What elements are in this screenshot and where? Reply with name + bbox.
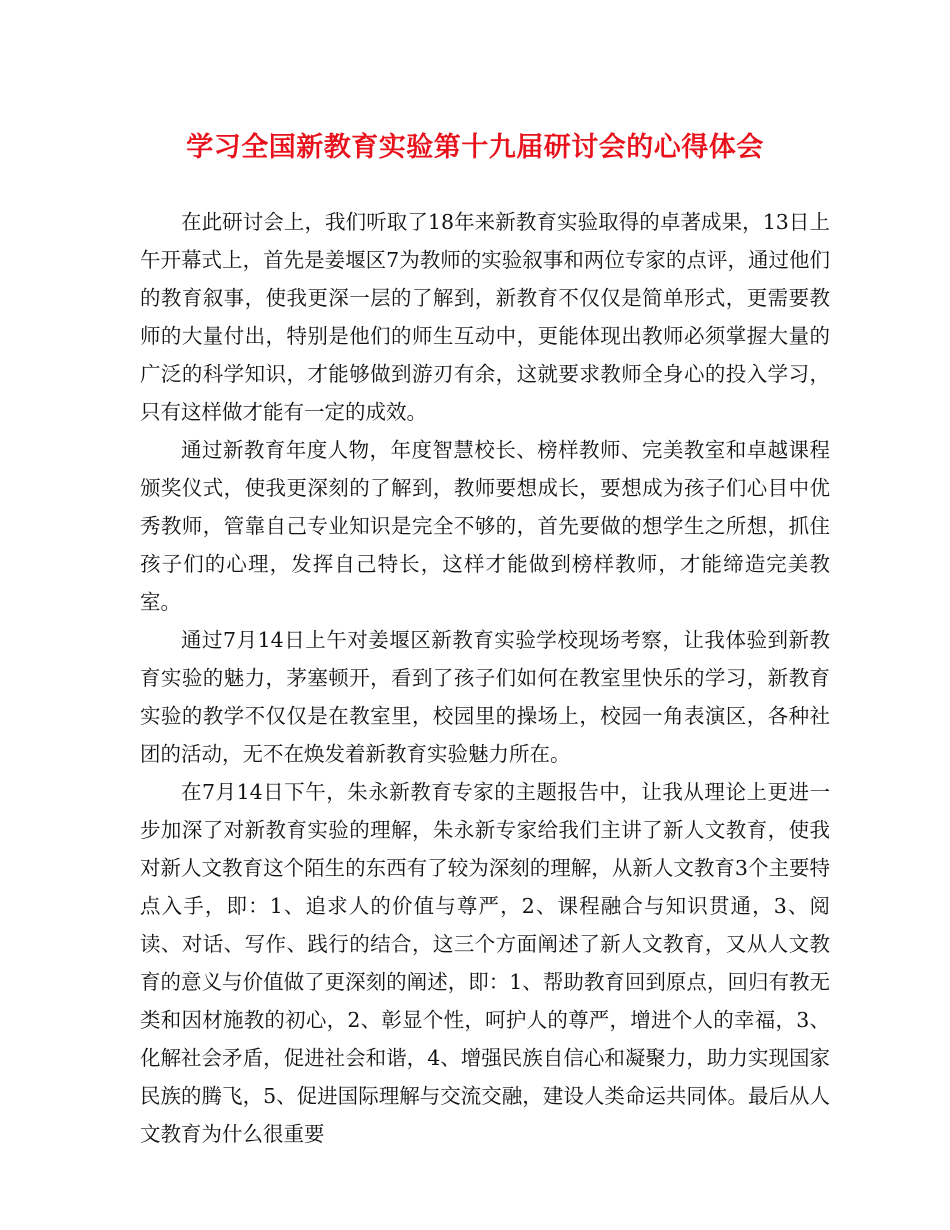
paragraph-3: 通过7月14日上午对姜堰区新教育实验学校现场考察，让我体验到新教育实验的魅力，茅塞顿开，看到了孩子们如何在教室里快乐的学习，新教育实验的教学不仅仅是在教室里，校园里的操场上，校园一角表演区，各种社团的活动，无不在焕发着新教育实验魅力所在。 <box>140 628 830 766</box>
paragraph-2: 通过新教育年度人物，年度智慧校长、榜样教师、完美教室和卓越课程颁奖仪式，使我更深刻的了解到，教师要想成长，要想成为孩子们心目中优秀教师，管靠自己专业知识是完全不够的，首先要做的想学生之所想，抓住孩子们的心理，发挥自己特长，这样才能做到榜样教师，才能缔造完美教室。 <box>140 438 830 614</box>
paragraph-1: 在此研讨会上，我们听取了18年来新教育实验取得的卓著成果，13日上午开幕式上，首先是姜堰区7为教师的实验叙事和两位专家的点评，通过他们的教育叙事，使我更深一层的了解到，新教育不仅仅是简单形式，更需要教师的大量付出，特别是他们的师生互动中，更能体现出教师必须掌握大量的广泛的科学知识，才能够做到游刃有余，这就要求教师全身心的投入学习，只有这样做才能有一定的成效。 <box>140 210 830 424</box>
document-body <box>140 203 830 1153</box>
document-title: 学习全国新教育实验第十九届研讨会的心得体会 <box>186 132 764 163</box>
paragraph-4: 在7月14日下午，朱永新教育专家的主题报告中，让我从理论上更进一步加深了对新教育实验的理解，朱永新专家给我们主讲了新人文教育，使我对新人文教育这个陌生的东西有了较为深刻的理解，从新人文教育3个主要特点入手，即：1、追求人的价值与尊严，2、课程融合与知识贯通，3、阅读、对话、写作、践行的结合，这三个方面阐述了新人文教育，又从人文教育的意义与价值做了更深刻的阐述，即：1、帮助教育回到原点，回归有教无类和因材施教的初心，2、彰显个性，呵护人的尊严，增进个人的幸福，3、化解社会矛盾，促进社会和谐，4、增强民族自信心和凝聚力，助力实现国家民族的腾飞，5、促进国际理解与交流交融，建设人类命运共同体。最后从人文教育为什么很重要 <box>140 780 830 1146</box>
